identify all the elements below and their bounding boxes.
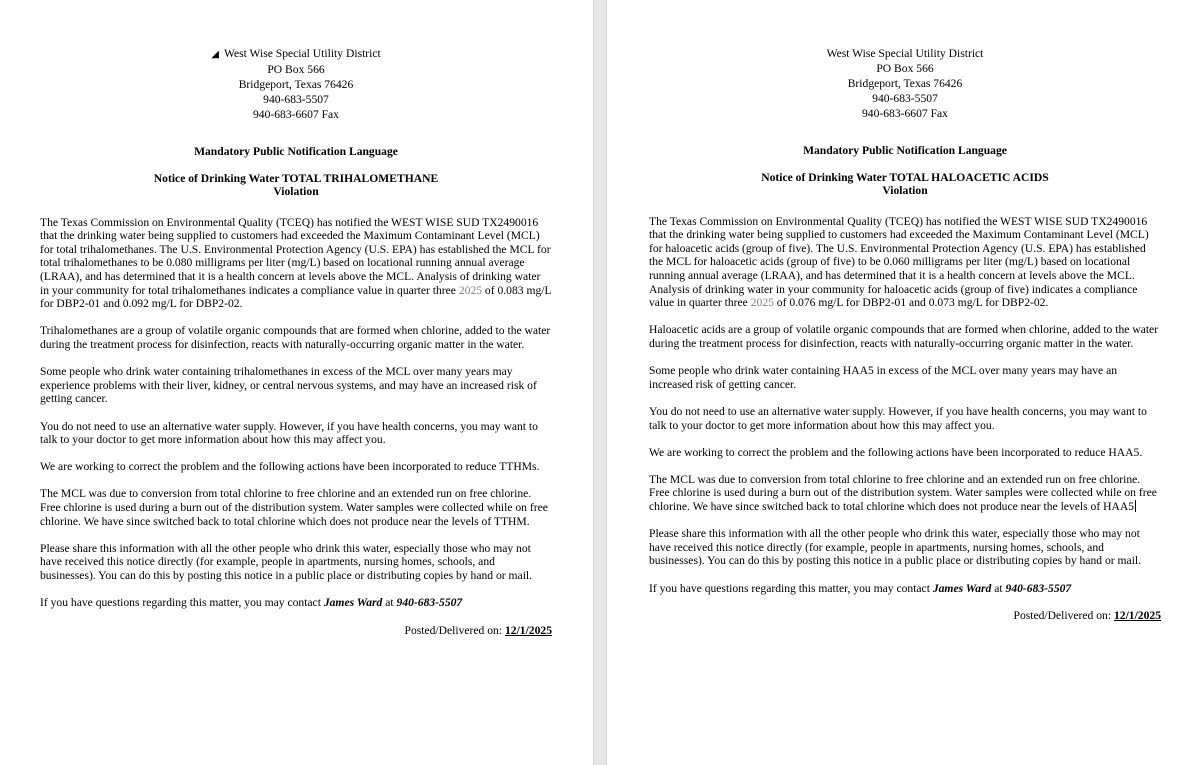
posted-label: Posted/Delivered on: [1013, 609, 1112, 623]
text-segment[interactable]: The Texas Commission on Environmental Quality (TCEQ) has notified the WEST WISE SUD TX2490016 that the drinking water being supplied to customers had exceeded the Maximum Contaminant Level (MCL) for total trihalomethanes. The U.S. Environmental Protection Agency (U.S. EPA) has established the MCL for total trihalomethanes to be 0.080 milligrams per liter (mg/L) based on locational running annual average (LRAA), and has determined that it is a health concern at levels above the MCL. Analysis of drinking water in your community for total trihalomethanes indicates a compliance value in quarter three [40, 215, 551, 297]
text-caret [1135, 500, 1136, 512]
text-segment[interactable]: The Texas Commission on Environmental Quality (TCEQ) has notified the WEST WISE SUD TX2490016 that the drinking water being supplied to customers had exceeded the Maximum Contaminant Level (MCL) for haloacetic acids (group of five). The U.S. Environmental Protection Agency (U.S. EPA) has established the MCL for haloacetic acids (group of five) to be 0.060 milligrams per liter (mg/L) based on locational running annual average (LRAA), and has determined that it is a health concern at levels above the MCL. Analysis of drinking water in your community for haloacetic acids (group of five) indicates a compliance value in quarter three [649, 214, 1149, 310]
text-segment[interactable]: You do not need to use an alternative water supply. However, if you have health concerns, you may want to talk to your doctor to get more information about how this may affect you. [649, 404, 1147, 432]
text-segment[interactable]: Trihalomethanes are a group of volatile organic compounds that are formed when chlorine, added to the water during the treatment process for disinfection, reacts with naturally-occurring organic matter in the water. [40, 324, 551, 351]
paragraph[interactable] [40, 460, 552, 474]
text-segment[interactable]: If you have questions regarding this matter, you may contact [649, 581, 933, 595]
letterhead-line[interactable]: Bridgeport, Texas 76426 [238, 78, 354, 91]
text-segment[interactable]: We are working to correct the problem and the following actions have been incorporated to reduce TTHMs. [40, 460, 540, 474]
posted-line[interactable] [649, 609, 1161, 623]
paragraph[interactable] [649, 405, 1161, 432]
page-gutter [593, 0, 607, 765]
paragraph[interactable] [649, 323, 1161, 350]
paragraph[interactable] [40, 365, 552, 406]
text-segment[interactable]: If you have questions regarding this matter, you may contact [40, 596, 324, 610]
text-segment[interactable]: James Ward [932, 581, 992, 595]
text-segment[interactable]: We are working to correct the problem and the following actions have been incorporated to reduce HAA5. [649, 445, 1143, 459]
letterhead-line[interactable]: 940-683-5507 [263, 93, 329, 106]
text-segment[interactable]: of 0.076 mg/L for DBP2-01 and 0.073 mg/L for DBP2-02. [773, 296, 1049, 310]
paragraph[interactable] [40, 324, 552, 351]
text-segment[interactable]: 2025 [458, 283, 483, 297]
letterhead-line[interactable]: 940-683-6607 Fax [862, 107, 948, 120]
notice-title-line1[interactable]: Notice of Drinking Water TOTAL HALOACETIC ACIDS [761, 170, 1049, 184]
posted-label: Posted/Delivered on: [404, 623, 503, 637]
text-segment[interactable]: at [991, 581, 1006, 595]
text-segment[interactable]: 940-683-5507 [1005, 581, 1072, 595]
posted-date[interactable]: 12/1/2025 [1113, 609, 1161, 623]
notice-heading[interactable]: Mandatory Public Notification Language [803, 144, 1007, 157]
paragraph[interactable] [649, 446, 1161, 460]
letterhead-line[interactable]: PO Box 566 [267, 63, 325, 76]
notice-title-line1[interactable]: Notice of Drinking Water TOTAL TRIHALOMETHANE [153, 171, 439, 185]
notice-body[interactable] [40, 216, 552, 610]
letterhead-line[interactable]: Bridgeport, Texas 76426 [847, 77, 963, 90]
paragraph[interactable] [649, 473, 1161, 514]
paragraph[interactable] [40, 420, 552, 447]
text-segment[interactable]: The MCL was due to conversion from total chlorine to free chlorine and an extended run on free chlorine. Free chlorine is used during a burn out of the distribution system. Water samples were collected while on free chlorine. We have since switched back to total chlorine which does not produce near the levels of HAA5 [649, 472, 1157, 514]
paragraph[interactable] [649, 582, 1161, 596]
text-segment[interactable]: at [382, 596, 397, 610]
paragraph[interactable] [40, 596, 552, 610]
text-segment[interactable]: of 0.083 mg/L for DBP2-01 and 0.092 mg/L for DBP2-02. [40, 283, 552, 311]
text-segment[interactable]: Please share this information with all the other people who drink this water, especially those who may not have received this notice directly (for example, people in apartments, nursing homes, schools, and businesses). You can do this by posting this notice in a public place or distributing copies by hand or mail. [40, 541, 533, 583]
paragraph[interactable] [40, 487, 552, 528]
text-segment[interactable]: James Ward [323, 596, 383, 610]
text-segment[interactable]: 940-683-5507 [396, 596, 463, 610]
notice-title[interactable] [40, 172, 552, 198]
letterhead-line[interactable] [649, 46, 1161, 61]
notice-title-line2[interactable]: Violation [882, 183, 928, 197]
posted-line[interactable] [40, 624, 552, 638]
page-tthm-notice[interactable] [0, 0, 593, 765]
letterhead-line[interactable]: 940-683-5507 [872, 92, 938, 105]
text-segment[interactable]: Some people who drink water containing HAA5 in excess of the MCL over many years may have an increased risk of getting cancer. [649, 364, 1118, 391]
letterhead [40, 46, 552, 122]
org-name[interactable]: West Wise Special Utility District [223, 47, 381, 60]
notice-heading[interactable]: Mandatory Public Notification Language [194, 145, 398, 158]
anchor-triangle-icon: ◢ [211, 49, 219, 60]
text-segment[interactable]: 2025 [750, 296, 774, 310]
org-name[interactable]: West Wise Special Utility District [826, 47, 984, 60]
text-segment[interactable]: You do not need to use an alternative water supply. However, if you have health concerns, you may want to talk to your doctor to get more information about how this may affect you. [40, 419, 538, 447]
paragraph[interactable] [649, 364, 1161, 391]
text-segment[interactable]: The MCL was due to conversion from total chlorine to free chlorine and an extended run on free chlorine. Free chlorine is used during a burn out of the distribution system. Water samples were collected while on free chlorine. We have since switched back to total chlorine which does not produce near the levels of TTHM. [40, 487, 548, 528]
paragraph[interactable] [40, 542, 552, 583]
text-segment[interactable]: Some people who drink water containing trihalomethanes in excess of the MCL over many years may experience problems with their liver, kidney, or central nervous systems, and may have an increased risk of getting cancer. [40, 365, 537, 406]
paragraph[interactable] [649, 527, 1161, 568]
letterhead-line[interactable]: 940-683-6607 Fax [253, 108, 339, 121]
paragraph[interactable] [40, 216, 552, 311]
posted-date[interactable]: 12/1/2025 [504, 623, 552, 637]
notice-title[interactable] [649, 171, 1161, 197]
paragraph[interactable] [649, 215, 1161, 310]
letterhead-line[interactable]: PO Box 566 [876, 62, 934, 75]
page-haa5-notice[interactable] [607, 0, 1200, 765]
text-segment[interactable]: Please share this information with all the other people who drink this water, especially those who may not have received this notice directly (for example, people in apartments, nursing homes, schools, and businesses). You can do this by posting this notice in a public place or distributing copies by hand or mail. [649, 527, 1142, 568]
text-segment[interactable]: Haloacetic acids are a group of volatile organic compounds that are formed when chlorine, added to the water during the treatment process for disinfection, reacts with naturally-occurring organic matter in the water. [649, 323, 1159, 350]
notice-body[interactable] [649, 215, 1161, 596]
notice-title-line2[interactable]: Violation [273, 184, 319, 198]
letterhead [649, 46, 1161, 121]
letterhead-line[interactable] [40, 46, 552, 62]
